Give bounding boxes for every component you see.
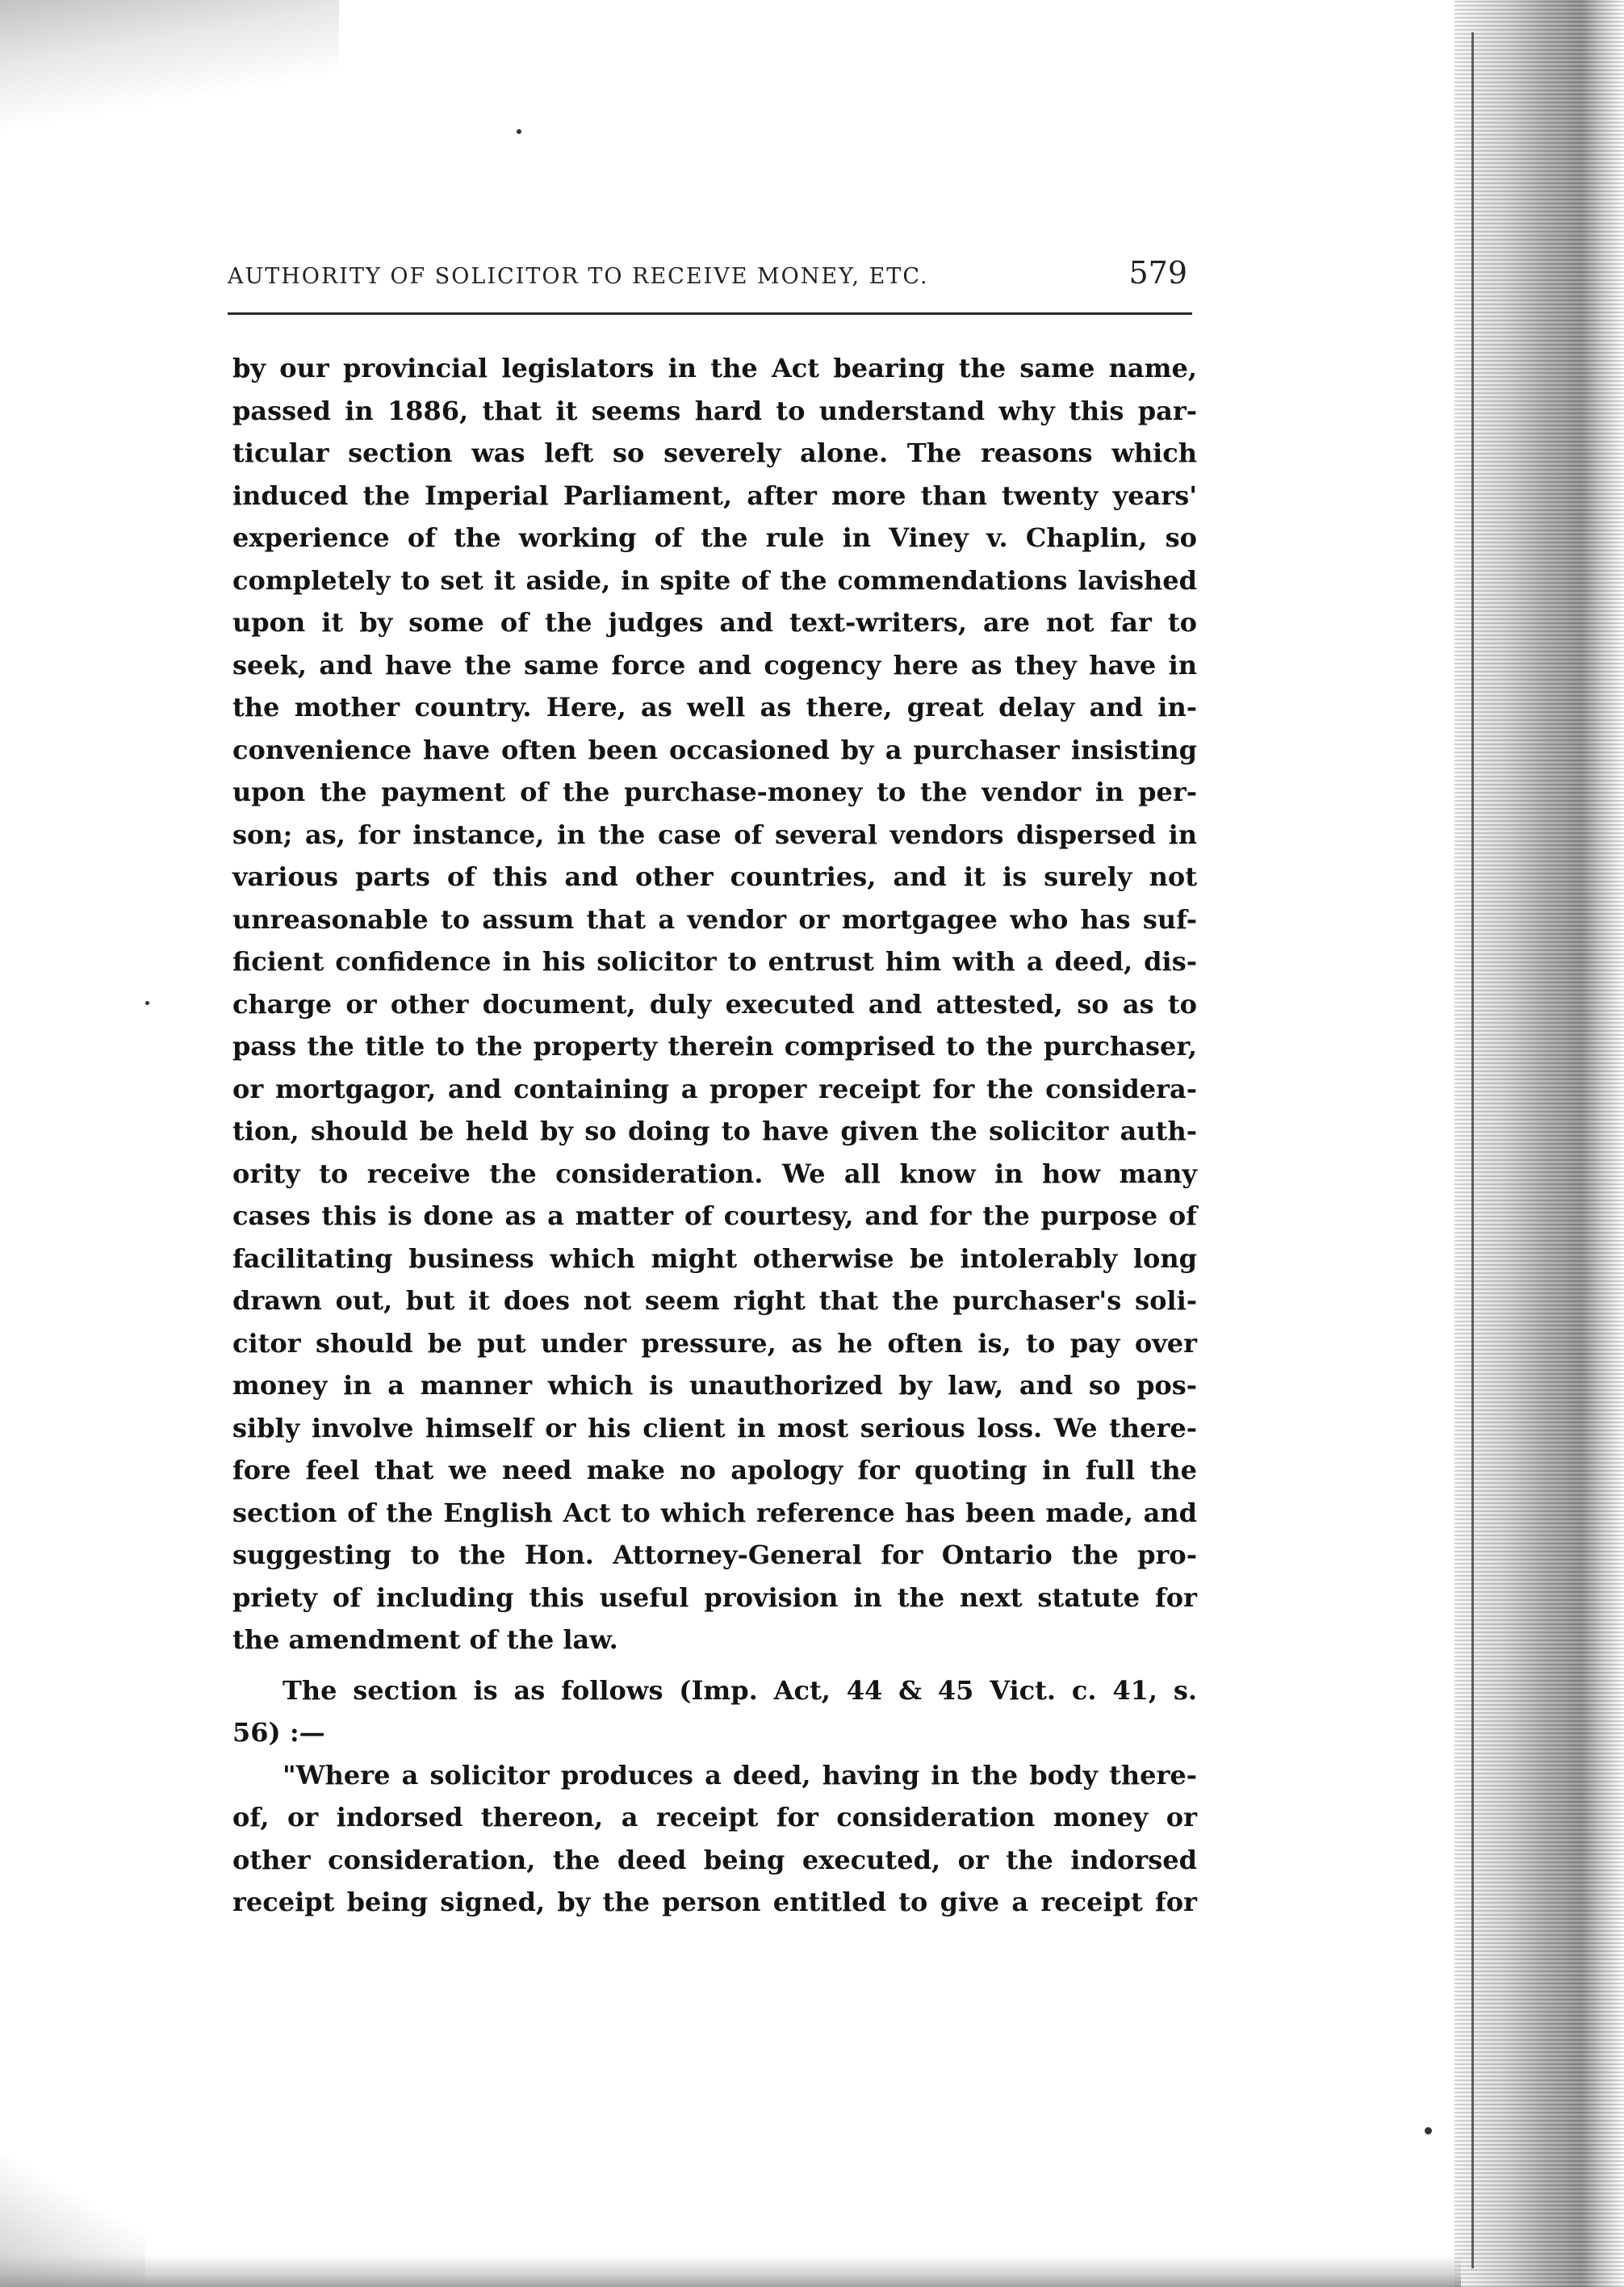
text-line: 56) :— xyxy=(232,1717,325,1748)
scan-speck xyxy=(1425,2127,1432,2134)
text-line: induced the Imperial Parliament, after more than twenty years' xyxy=(232,480,1197,511)
text-line: upon the payment of the purchase-money to the vendor in per- xyxy=(232,777,1197,807)
text-line: of, or indorsed thereon, a receipt for consideration money or xyxy=(232,1802,1197,1833)
text-line: convenience have often been occasioned by a purchaser insisting xyxy=(232,734,1197,765)
text-line: charge or other document, duly executed and attested, so as to xyxy=(232,988,1197,1020)
text-line: seek, and have the same force and cogency here as they have in xyxy=(232,649,1197,681)
scan-bottom-shadow xyxy=(0,2255,1461,2287)
text-line: fore feel that we need make no apology for quoting in full the xyxy=(232,1455,1197,1485)
text-line: receipt being signed, by the person entitled to give a receipt for xyxy=(232,1887,1197,1917)
text-line: cases this is done as a matter of courtesy, and for the purpose of xyxy=(232,1200,1197,1231)
text-line: priety of including this useful provision in the next statute for xyxy=(232,1581,1197,1613)
text-line: the amendment of the law. xyxy=(232,1624,618,1655)
text-line: citor should be put under pressure, as he often is, to pay over xyxy=(232,1327,1197,1359)
text-line: "Where a solicitor produces a deed, having in the body there- xyxy=(283,1759,1197,1791)
scan-speck xyxy=(517,129,521,134)
text-line: son; as, for instance, in the case of several vendors dispersed in xyxy=(232,819,1197,850)
body-text xyxy=(232,347,1197,1924)
paragraph-gap xyxy=(232,1661,1197,1669)
page-edge-line xyxy=(1471,32,1474,2268)
book-gutter-shadow xyxy=(1454,0,1624,2287)
scan-speck xyxy=(145,1001,149,1005)
page-header xyxy=(228,255,1192,291)
scan-bottom-left-shadow xyxy=(0,2158,145,2287)
text-line: various parts of this and other countries, and it is surely not xyxy=(232,861,1197,892)
text-line: other consideration, the deed being executed, or the indorsed xyxy=(232,1844,1197,1875)
text-line: ficient confidence in his solicitor to entrust him with a deed, dis- xyxy=(232,946,1197,977)
text-line: sibly involve himself or his client in most serious loss. We there- xyxy=(232,1412,1197,1443)
text-line: passed in 1886, that it seems hard to understand why this par- xyxy=(232,395,1197,426)
text-line: by our provincial legislators in the Act bearing the same name, xyxy=(232,353,1197,383)
text-line: upon it by some of the judges and text-writers, are not far to xyxy=(232,607,1197,638)
text-line: experience of the working of the rule in Viney v. Chaplin, so xyxy=(232,522,1197,553)
text-line: The section is as follows (Imp. Act, 44 & 45 Vict. c. 41, s. xyxy=(283,1674,1197,1706)
text-line: drawn out, but it does not seem right that the purchaser's soli- xyxy=(232,1285,1197,1316)
text-line: ority to receive the consideration. We all know in how many xyxy=(232,1158,1197,1189)
text-line: pass the title to the property therein comprised to the purchaser, xyxy=(232,1031,1197,1062)
text-line: section of the English Act to which reference has been made, and xyxy=(232,1497,1197,1528)
text-line: ticular section was left so severely alone. The reasons which xyxy=(232,438,1197,468)
text-line: tion, should be held by so doing to have given the solicitor auth- xyxy=(232,1116,1197,1146)
header-rule xyxy=(228,312,1192,315)
gutter-texture xyxy=(1454,0,1624,2287)
running-head: AUTHORITY OF SOLICITOR TO RECEIVE MONEY, ETC. xyxy=(228,264,929,289)
text-line: the mother country. Here, as well as there, great delay and in- xyxy=(232,692,1197,723)
text-line: suggesting to the Hon. Attorney-General for Ontario the pro- xyxy=(232,1539,1197,1570)
text-line: money in a manner which is unauthorized by law, and so pos- xyxy=(232,1370,1197,1401)
text-line: facilitating business which might otherwise be intolerably long xyxy=(232,1242,1197,1274)
text-line: or mortgagor, and containing a proper receipt for the considera- xyxy=(232,1073,1197,1104)
text-line: completely to set it aside, in spite of the commendations lavished xyxy=(232,564,1197,596)
text-line: unreasonable to assum that a vendor or mortgagee who has suf- xyxy=(232,903,1197,935)
scan-corner-shadow xyxy=(0,0,339,161)
page-number: 579 xyxy=(1128,255,1187,291)
